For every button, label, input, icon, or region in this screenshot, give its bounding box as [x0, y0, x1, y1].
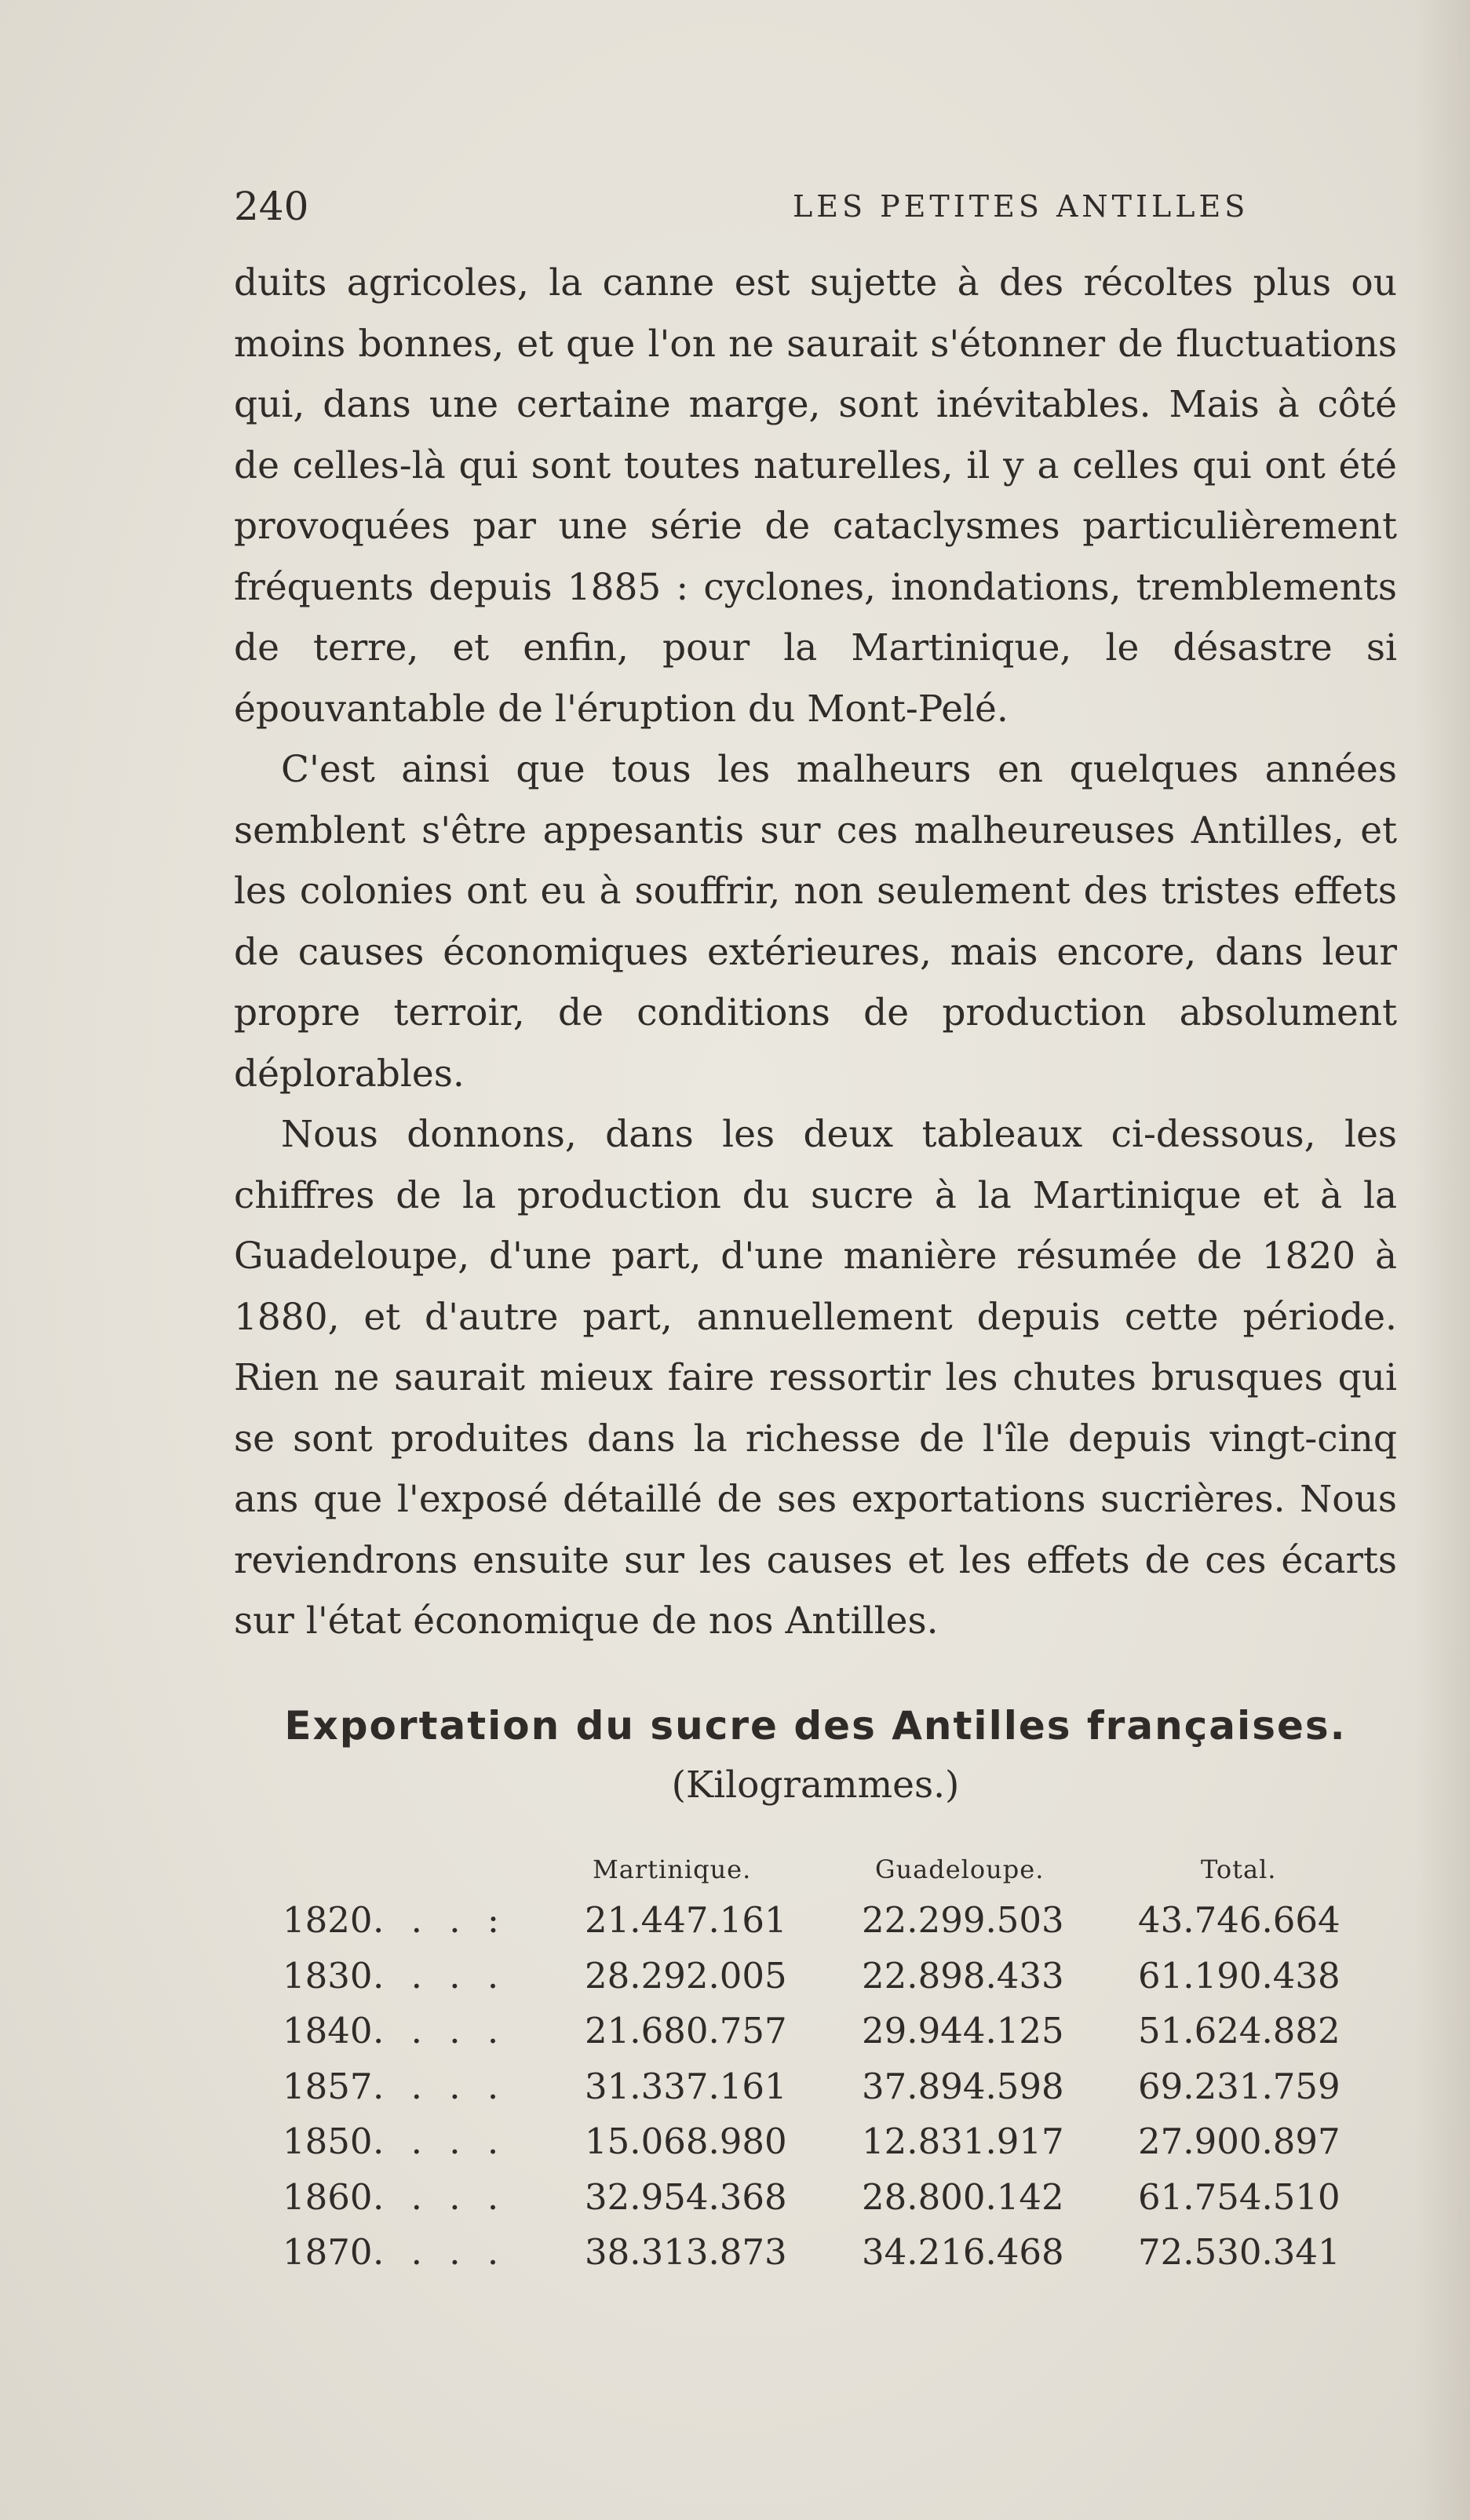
- running-title: LES PETITES ANTILLES: [793, 189, 1249, 224]
- year-cell: 1860: [283, 2175, 373, 2218]
- column-header-martinique: Martinique.: [593, 1854, 752, 1884]
- dot-leader: . . . .: [373, 2231, 507, 2273]
- table-header-row: [283, 1846, 1350, 1893]
- table-title: Exportation du sucre des Antilles françaises.: [284, 1703, 1347, 1749]
- year-cell: 1870: [283, 2231, 373, 2273]
- martinique-cell: 21.680.757: [585, 2010, 787, 2051]
- year-cell: 1830: [283, 1954, 373, 1997]
- year-cell: 1857: [283, 2065, 373, 2107]
- dot-leader: . . . .: [373, 2010, 507, 2051]
- table-row: [283, 1893, 1350, 1949]
- martinique-cell: 31.337.161: [585, 2065, 787, 2107]
- guadeloupe-cell: 22.299.503: [862, 1899, 1064, 1941]
- table-row: [283, 2059, 1350, 2115]
- page-gutter-shadow: [1415, 0, 1470, 2520]
- guadeloupe-cell: 22.898.433: [862, 1954, 1064, 1997]
- dot-leader: . . . .: [373, 2175, 507, 2218]
- total-cell: 27.900.897: [1138, 2121, 1341, 2162]
- year-cell: 1850: [283, 2121, 373, 2162]
- guadeloupe-cell: 12.831.917: [862, 2121, 1064, 2162]
- table-row: [283, 2170, 1350, 2226]
- total-cell: 61.754.510: [1138, 2175, 1341, 2218]
- guadeloupe-cell: 37.894.598: [862, 2065, 1064, 2107]
- column-header-guadeloupe: Guadeloupe.: [875, 1854, 1045, 1884]
- total-cell: 43.746.664: [1138, 1899, 1341, 1941]
- martinique-cell: 21.447.161: [585, 1899, 787, 1941]
- total-cell: 61.190.438: [1138, 1954, 1341, 1997]
- paragraph-1: duits agricoles, la canne est sujette à des récoltes plus ou moins bonnes, et que l'on ne saurait s'étonner de fluctuations qui, dans une certaine marge, sont inévitables. Mais à côté de celles-là qui sont toutes naturelles, il y a celles qui ont été provoquées par une série de cataclysmes particulièrement fréquents depuis 1885 : cyclones, inondations, tremblements de terre, et enfin, pour la Martinique, le désastre si épouvantable de l'éruption du Mont-Pelé.: [234, 261, 1397, 731]
- paragraph-3: Nous donnons, dans les deux tableaux ci-dessous, les chiffres de la production du sucre à la Martinique et à la Guadeloupe, d'une part, d'une manière résumée de 1820 à 1880, et d'autre part, annuellement depuis cette période. Rien ne saurait mieux faire ressortir les chutes brusques qui se sont produites dans la richesse de l'île depuis vingt-cinq ans que l'exposé détaillé de ses exportations sucrières. Nous reviendrons ensuite sur les causes et les effets de ces écarts sur l'état économique de nos Antilles.: [234, 1113, 1397, 1643]
- dot-leader: . . . .: [373, 1954, 507, 1997]
- table-row: [283, 2004, 1350, 2059]
- table-row: [283, 2225, 1350, 2281]
- guadeloupe-cell: 29.944.125: [862, 2010, 1064, 2051]
- martinique-cell: 32.954.368: [585, 2175, 787, 2218]
- paragraph-2: C'est ainsi que tous les malheurs en quelques années semblent s'être appesantis sur ces malheureuses Antilles, et les colonies ont eu à souffrir, non seulement des tristes effets de causes économiques extérieures, mais encore, dans leur propre terroir, de conditions de production absolument déplorables.: [234, 748, 1397, 1096]
- total-cell: 51.624.882: [1138, 2010, 1341, 2051]
- table-row: [283, 2114, 1350, 2170]
- page-number: 240: [234, 184, 309, 229]
- total-cell: 72.530.341: [1138, 2231, 1341, 2273]
- martinique-cell: 15.068.980: [585, 2121, 787, 2162]
- body-text: [234, 253, 1397, 1652]
- total-cell: 69.231.759: [1138, 2065, 1341, 2107]
- martinique-cell: 28.292.005: [585, 1954, 787, 1997]
- dot-leader: . . . .: [373, 2121, 507, 2162]
- dot-leader: . . . :: [373, 1899, 507, 1941]
- guadeloupe-cell: 28.800.142: [862, 2175, 1064, 2218]
- guadeloupe-cell: 34.216.468: [862, 2231, 1064, 2273]
- column-header-total: Total.: [1201, 1854, 1277, 1884]
- year-cell: 1840: [283, 2010, 373, 2051]
- export-table: [283, 1846, 1350, 2281]
- year-cell: 1820: [283, 1899, 373, 1941]
- martinique-cell: 38.313.873: [585, 2231, 787, 2273]
- table-row: [283, 1949, 1350, 2004]
- page-header: [234, 179, 1395, 234]
- table-subtitle: (Kilogrammes.): [671, 1763, 960, 1807]
- dot-leader: . . . .: [373, 2065, 507, 2107]
